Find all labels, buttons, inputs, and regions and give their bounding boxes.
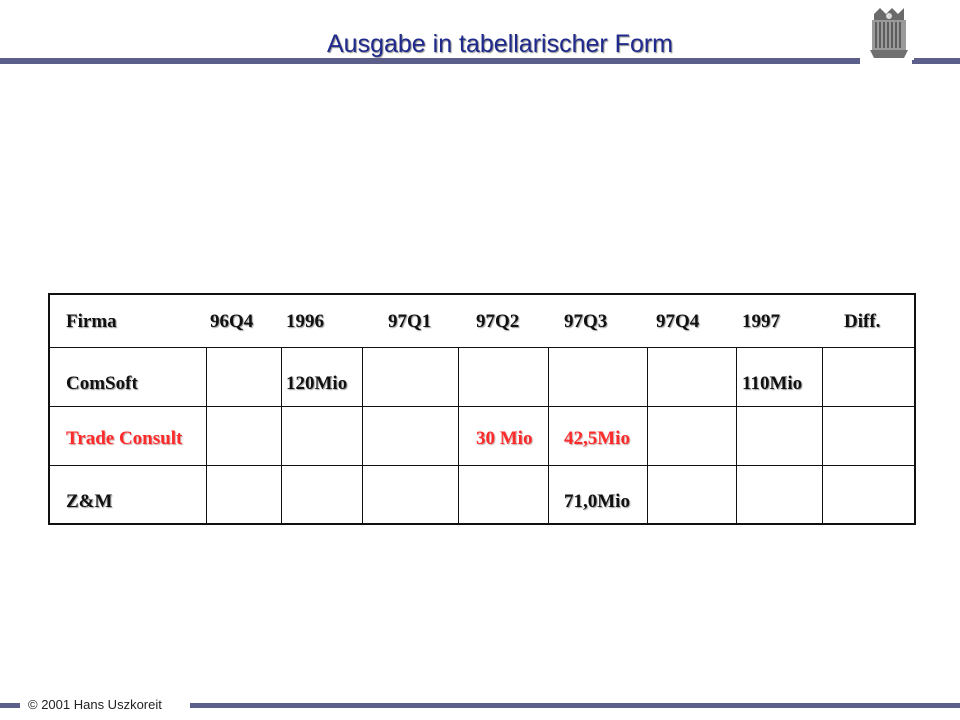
header-1996: 1996 <box>286 311 324 332</box>
col-divider <box>206 347 207 525</box>
header-firma: Firma <box>66 311 117 332</box>
quarterly-table <box>48 293 916 525</box>
row-divider <box>50 347 914 348</box>
col-divider <box>736 347 737 525</box>
col-divider <box>458 347 459 525</box>
row-zm-firma: Z&M <box>66 491 113 512</box>
col-divider <box>548 347 549 525</box>
col-divider <box>822 347 823 525</box>
header-96q4: 96Q4 <box>210 311 254 332</box>
header-97q1: 97Q1 <box>388 311 432 332</box>
header-97q3: 97Q3 <box>564 311 608 332</box>
title-divider-right <box>912 58 960 64</box>
row-tradeconsult-97q3: 42,5Mio <box>564 428 630 449</box>
header-97q2: 97Q2 <box>476 311 520 332</box>
row-tradeconsult-firma: Trade Consult <box>66 428 183 449</box>
row-divider <box>50 465 914 466</box>
row-comsoft-1996: 120Mio <box>286 373 348 394</box>
slide-title: Ausgabe in tabellarischer Form <box>327 30 673 58</box>
header-97q4: 97Q4 <box>656 311 700 332</box>
col-divider <box>281 347 282 525</box>
row-comsoft-firma: ComSoft <box>66 373 138 394</box>
col-divider <box>362 347 363 525</box>
header-diff: Diff. <box>844 311 881 332</box>
col-divider <box>647 347 648 525</box>
row-zm-97q3: 71,0Mio <box>564 491 630 512</box>
footer-copyright: © 2001 Hans Uszkoreit <box>28 697 162 712</box>
header-1997: 1997 <box>742 311 780 332</box>
title-divider <box>0 58 860 64</box>
footer-divider-right <box>190 703 960 708</box>
row-divider <box>50 406 914 407</box>
university-seal-icon <box>864 6 914 60</box>
footer-divider-left <box>0 703 20 708</box>
row-comsoft-1997: 110Mio <box>742 373 803 394</box>
row-tradeconsult-97q2: 30 Mio <box>476 428 533 449</box>
